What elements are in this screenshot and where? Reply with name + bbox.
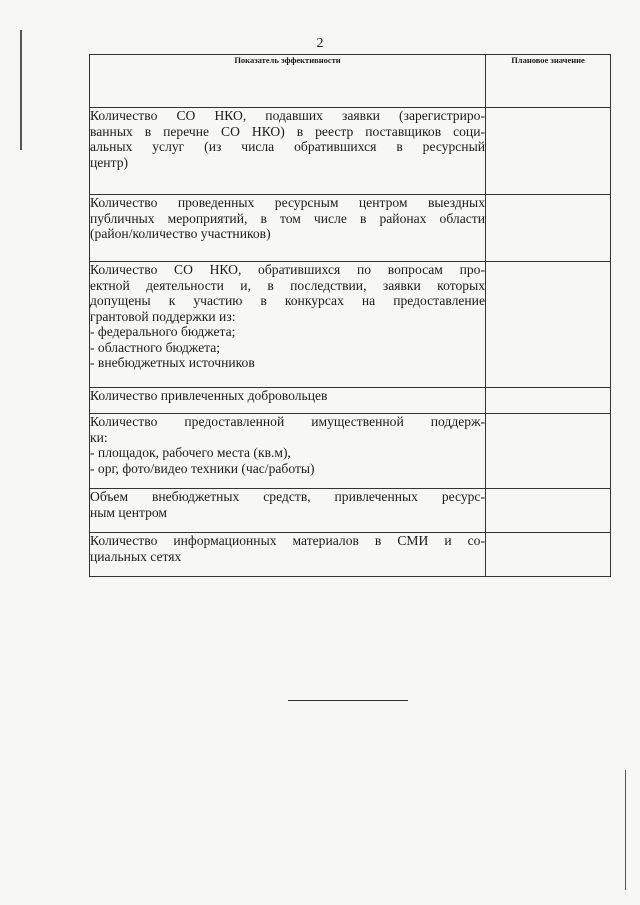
planned-value-cell xyxy=(486,195,611,262)
table-row xyxy=(90,489,611,533)
indicator-text-line: Количество проведенных ресурсным центром выездных xyxy=(90,195,485,210)
table-row xyxy=(90,388,611,414)
indicator-cell xyxy=(90,533,486,577)
end-of-document-rule xyxy=(288,700,408,701)
indicator-text-line: Количество СО НКО, подавших заявки (зарегистриро- xyxy=(90,108,485,123)
indicator-text-line: центр) xyxy=(90,154,129,170)
indicator-cell xyxy=(90,262,486,388)
indicator-text-line: Количество предоставленной имущественной поддерж- xyxy=(90,414,485,429)
indicator-text-line: (район/количество участников) xyxy=(90,226,271,241)
indicator-text-line: грантовой поддержки из: xyxy=(90,308,236,324)
indicator-text-line: Количество СО НКО, обратившихся по вопросам про- xyxy=(90,262,485,277)
table-row xyxy=(90,533,611,577)
indicator-sub-item: - внебюджетных источников xyxy=(90,355,255,370)
indicator-sub-item: - федерального бюджета; xyxy=(90,324,236,339)
indicator-text-line: Количество привлеченных добровольцев xyxy=(90,388,328,403)
header-planned-value: Плановое значение xyxy=(486,55,611,108)
indicator-cell xyxy=(90,388,486,414)
table-row xyxy=(90,108,611,195)
indicator-text-line: ванных в перечне СО НКО) в реестр поставщиков соци- xyxy=(90,123,485,139)
header-indicator: Показатель эффективности xyxy=(90,55,486,108)
indicator-text-line: Объем внебюджетных средств, привлеченных ресурс- xyxy=(90,489,485,504)
indicator-text-line: публичных мероприятий, в том числе в районах области xyxy=(90,210,485,226)
efficiency-indicators-table xyxy=(89,54,611,577)
indicator-text-line: циальных сетях xyxy=(90,548,182,564)
indicator-sub-item: - областного бюджета; xyxy=(90,339,221,355)
indicator-text-line: ектной деятельности и, в последствии, заявки которых xyxy=(90,277,485,293)
indicator-sub-item: - площадок, рабочего места (кв.м), xyxy=(90,445,291,460)
table-header-row xyxy=(90,55,611,108)
table-row xyxy=(90,195,611,262)
indicator-cell xyxy=(90,195,486,262)
page-number: 2 xyxy=(316,36,324,51)
table-row xyxy=(90,414,611,489)
indicator-text-line: ки: xyxy=(90,429,108,445)
indicator-cell xyxy=(90,414,486,489)
planned-value-cell xyxy=(486,533,611,577)
planned-value-cell xyxy=(486,388,611,414)
indicator-text-line: допущены к участию в конкурсах на предоставление xyxy=(90,293,485,308)
indicator-text-line: ным центром xyxy=(90,504,168,520)
indicator-sub-item: - орг, фото/видео техники (час/работы) xyxy=(90,460,315,476)
planned-value-cell xyxy=(486,262,611,388)
indicator-text-line: альных услуг (из числа обратившихся в ресурсный xyxy=(90,139,485,154)
indicator-cell xyxy=(90,108,486,195)
planned-value-cell xyxy=(486,489,611,533)
scan-edge-mark-right xyxy=(625,770,627,890)
indicator-text-line: Количество информационных материалов в СМИ и со- xyxy=(90,533,485,548)
table-row xyxy=(90,262,611,388)
planned-value-cell xyxy=(486,414,611,489)
indicator-cell xyxy=(90,489,486,533)
planned-value-cell xyxy=(486,108,611,195)
